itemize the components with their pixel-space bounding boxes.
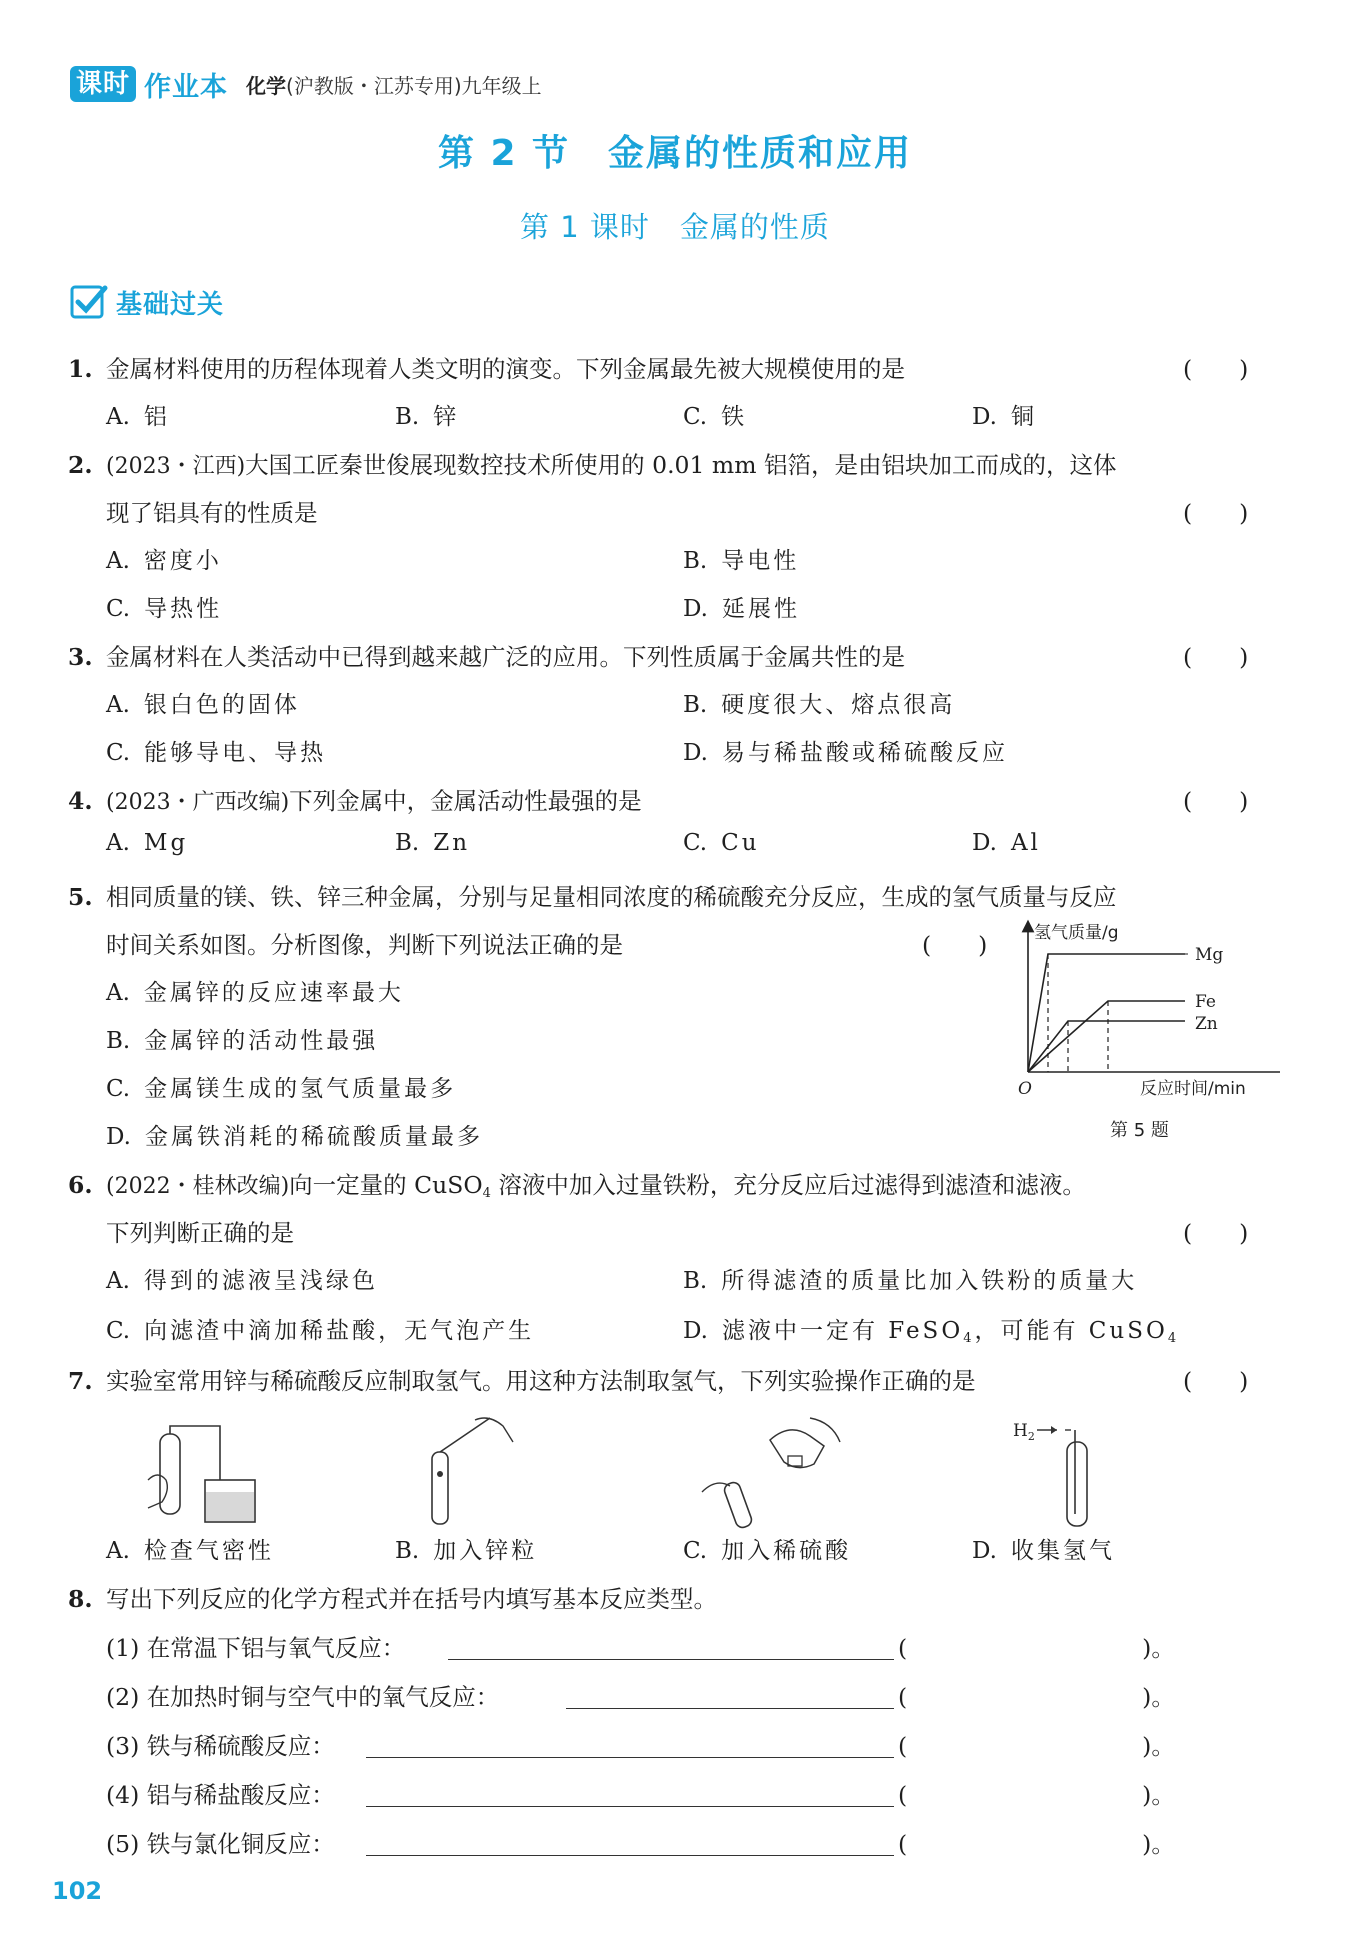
question-text: 相同质量的镁、铁、锌三种金属，分别与足量相同浓度的稀硫酸充分反应，生成的氢气质量与反应	[106, 883, 1117, 911]
option-d[interactable]: D. 易与稀盐酸或稀硫酸反应	[683, 740, 1008, 766]
series-label-zn: Zn	[1195, 1014, 1218, 1034]
reaction-type-3[interactable]: ( )。	[898, 1732, 1175, 1760]
option-a[interactable]: A. 检查气密性	[106, 1538, 274, 1564]
question-text-cont: 现了铝具有的性质是	[106, 499, 318, 527]
series-mg-line	[1028, 954, 1185, 1072]
question-5	[68, 878, 1117, 912]
equation-blank-4[interactable]	[366, 1805, 894, 1807]
series-zn-line	[1028, 1021, 1185, 1072]
reaction-type-1[interactable]: ( )。	[898, 1634, 1175, 1662]
logo-text: 作业本	[144, 71, 229, 103]
equation-item-1: (1) 在常温下铝与氧气反应：	[106, 1634, 406, 1662]
section-title: 第 2 节 金属的性质和应用	[437, 133, 913, 174]
answer-paren[interactable]: ( )	[1183, 1367, 1249, 1395]
question-text: 下列金属中，金属活动性最强的是	[289, 787, 642, 815]
collect-hydrogen-icon	[1005, 1418, 1125, 1530]
option-b[interactable]: B. 加入锌粒	[395, 1538, 538, 1564]
option-c[interactable]: C. Cu	[683, 830, 760, 856]
question-text-cont: 下列判断正确的是	[106, 1219, 294, 1247]
option-c[interactable]: C. 金属镁生成的氢气质量最多	[106, 1076, 457, 1102]
airtightness-check-icon	[130, 1420, 270, 1530]
option-a[interactable]: A. 密度小	[106, 548, 222, 574]
add-zinc-icon	[420, 1412, 530, 1530]
question-text: 实验室常用锌与稀硫酸反应制取氢气。用这种方法制取氢气，下列实验操作正确的是	[106, 1367, 976, 1395]
add-acid-icon	[700, 1412, 850, 1530]
x-axis-label: 反应时间/min	[1140, 1079, 1246, 1099]
section-heading	[70, 283, 224, 321]
equation-item-2: (2) 在加热时铜与空气中的氧气反应：	[106, 1683, 500, 1711]
question-number: 4.	[68, 787, 93, 815]
answer-paren[interactable]: ( )	[1183, 499, 1249, 527]
option-b[interactable]: B. 锌	[395, 404, 460, 430]
series-label-fe: Fe	[1195, 992, 1216, 1012]
option-b[interactable]: B. 金属锌的活动性最强	[106, 1028, 379, 1054]
origin-label: O	[1018, 1079, 1032, 1099]
option-c[interactable]: C. 加入稀硫酸	[683, 1538, 852, 1564]
answer-paren[interactable]: ( )	[922, 931, 988, 959]
lesson-title: 第 1 课时 金属的性质	[520, 210, 830, 244]
question-text-cont: 时间关系如图。分析图像，判断下列说法正确的是	[106, 931, 623, 959]
question-number: 8.	[68, 1585, 93, 1613]
question-number: 7.	[68, 1367, 93, 1395]
question-3	[68, 638, 905, 672]
answer-paren[interactable]: ( )	[1183, 643, 1249, 671]
option-d[interactable]: D. 铜	[972, 404, 1037, 430]
option-c[interactable]: C. 导热性	[106, 596, 223, 622]
option-a[interactable]: A. 金属锌的反应速率最大	[106, 980, 404, 1006]
option-d[interactable]: D. 收集氢气	[972, 1538, 1115, 1564]
option-a[interactable]: A. 铝	[106, 404, 170, 430]
equation-item-3: (3) 铁与稀硫酸反应：	[106, 1732, 335, 1760]
figure-caption: 第 5 题	[1110, 1120, 1169, 1141]
equation-item-4: (4) 铝与稀盐酸反应：	[106, 1781, 335, 1809]
answer-paren[interactable]: ( )	[1183, 355, 1249, 383]
brand-logo	[70, 66, 228, 102]
reaction-type-5[interactable]: ( )。	[898, 1830, 1175, 1858]
subject-label: 化学	[246, 73, 287, 98]
option-b[interactable]: B. 所得滤渣的质量比加入铁粉的质量大	[683, 1268, 1138, 1294]
page-number: 102	[52, 1877, 103, 1905]
option-c[interactable]: C. 向滤渣中滴加稀盐酸，无气泡产生	[106, 1318, 535, 1344]
question-number: 6.	[68, 1171, 93, 1199]
question-1	[68, 350, 905, 384]
equation-blank-3[interactable]	[366, 1756, 894, 1758]
checkbox-icon	[70, 283, 108, 321]
edition-label: (沪教版・江苏专用)九年级上	[286, 73, 542, 98]
question-number: 2.	[68, 451, 93, 479]
option-a[interactable]: A. Mg	[106, 830, 189, 856]
equation-item-5: (5) 铁与氯化铜反应：	[106, 1830, 335, 1858]
option-b[interactable]: B. 导电性	[683, 548, 800, 574]
option-b[interactable]: B. Zn	[395, 830, 471, 856]
reaction-type-4[interactable]: ( )。	[898, 1781, 1175, 1809]
question-source: (2023・江西)	[106, 454, 246, 479]
question-text: 金属材料在人类活动中已得到越来越广泛的应用。下列性质属于金属共性的是	[106, 643, 905, 671]
option-d[interactable]: D. 延展性	[683, 596, 800, 622]
equation-blank-5[interactable]	[366, 1854, 894, 1856]
reaction-type-2[interactable]: ( )。	[898, 1683, 1175, 1711]
question-source: (2022・桂林改编)	[106, 1174, 290, 1199]
question-7	[68, 1362, 976, 1396]
y-axis-label: 氢气质量/g	[1034, 923, 1119, 943]
question-text: 大国工匠秦世俊展现数控技术所使用的 0.01 mm 铝箔，是由铝块加工而成的，这体	[245, 451, 1117, 479]
option-a[interactable]: A. 得到的滤液呈浅绿色	[106, 1268, 378, 1294]
option-c[interactable]: C. 能够导电、导热	[106, 740, 327, 766]
gas-label: $H_2$	[1013, 1421, 1035, 1443]
series-label-mg: Mg	[1195, 945, 1224, 965]
question-number: 3.	[68, 643, 93, 671]
book-info	[246, 70, 542, 99]
option-d[interactable]: D. 滤液中一定有 FeSO$_4$，可能有 CuSO$_4$	[683, 1318, 1180, 1346]
option-c[interactable]: C. 铁	[683, 404, 748, 430]
question-8	[68, 1580, 717, 1614]
question-2	[68, 446, 1116, 480]
question-number: 1.	[68, 355, 93, 383]
hydrogen-mass-graph	[1010, 916, 1290, 1102]
equation-blank-2[interactable]	[566, 1707, 894, 1709]
question-4	[68, 782, 642, 816]
question-6: 6. (2022・桂林改编)向一定量的 CuSO$_4$ 溶液中加入过量铁粉，充分反应后过滤得到滤渣和滤液。	[68, 1171, 1086, 1201]
question-text: 写出下列反应的化学方程式并在括号内填写基本反应类型。	[106, 1585, 717, 1613]
question-number: 5.	[68, 883, 93, 911]
answer-paren[interactable]: ( )	[1183, 1219, 1249, 1247]
option-d[interactable]: D. 金属铁消耗的稀硫酸质量最多	[106, 1124, 483, 1150]
option-d[interactable]: D. Al	[972, 830, 1041, 856]
equation-blank-1[interactable]	[448, 1658, 894, 1660]
series-fe-line	[1028, 1001, 1185, 1072]
logo-chars: 课时	[70, 66, 136, 102]
section-label: 基础过关	[116, 289, 225, 320]
option-b[interactable]: B. 硬度很大、熔点很高	[683, 692, 956, 718]
answer-paren[interactable]: ( )	[1183, 787, 1249, 815]
question-source: (2023・广西改编)	[106, 790, 290, 815]
option-a[interactable]: A. 银白色的固体	[106, 692, 300, 718]
question-text: 金属材料使用的历程体现着人类文明的演变。下列金属最先被大规模使用的是	[106, 355, 905, 383]
page-header	[70, 64, 542, 104]
